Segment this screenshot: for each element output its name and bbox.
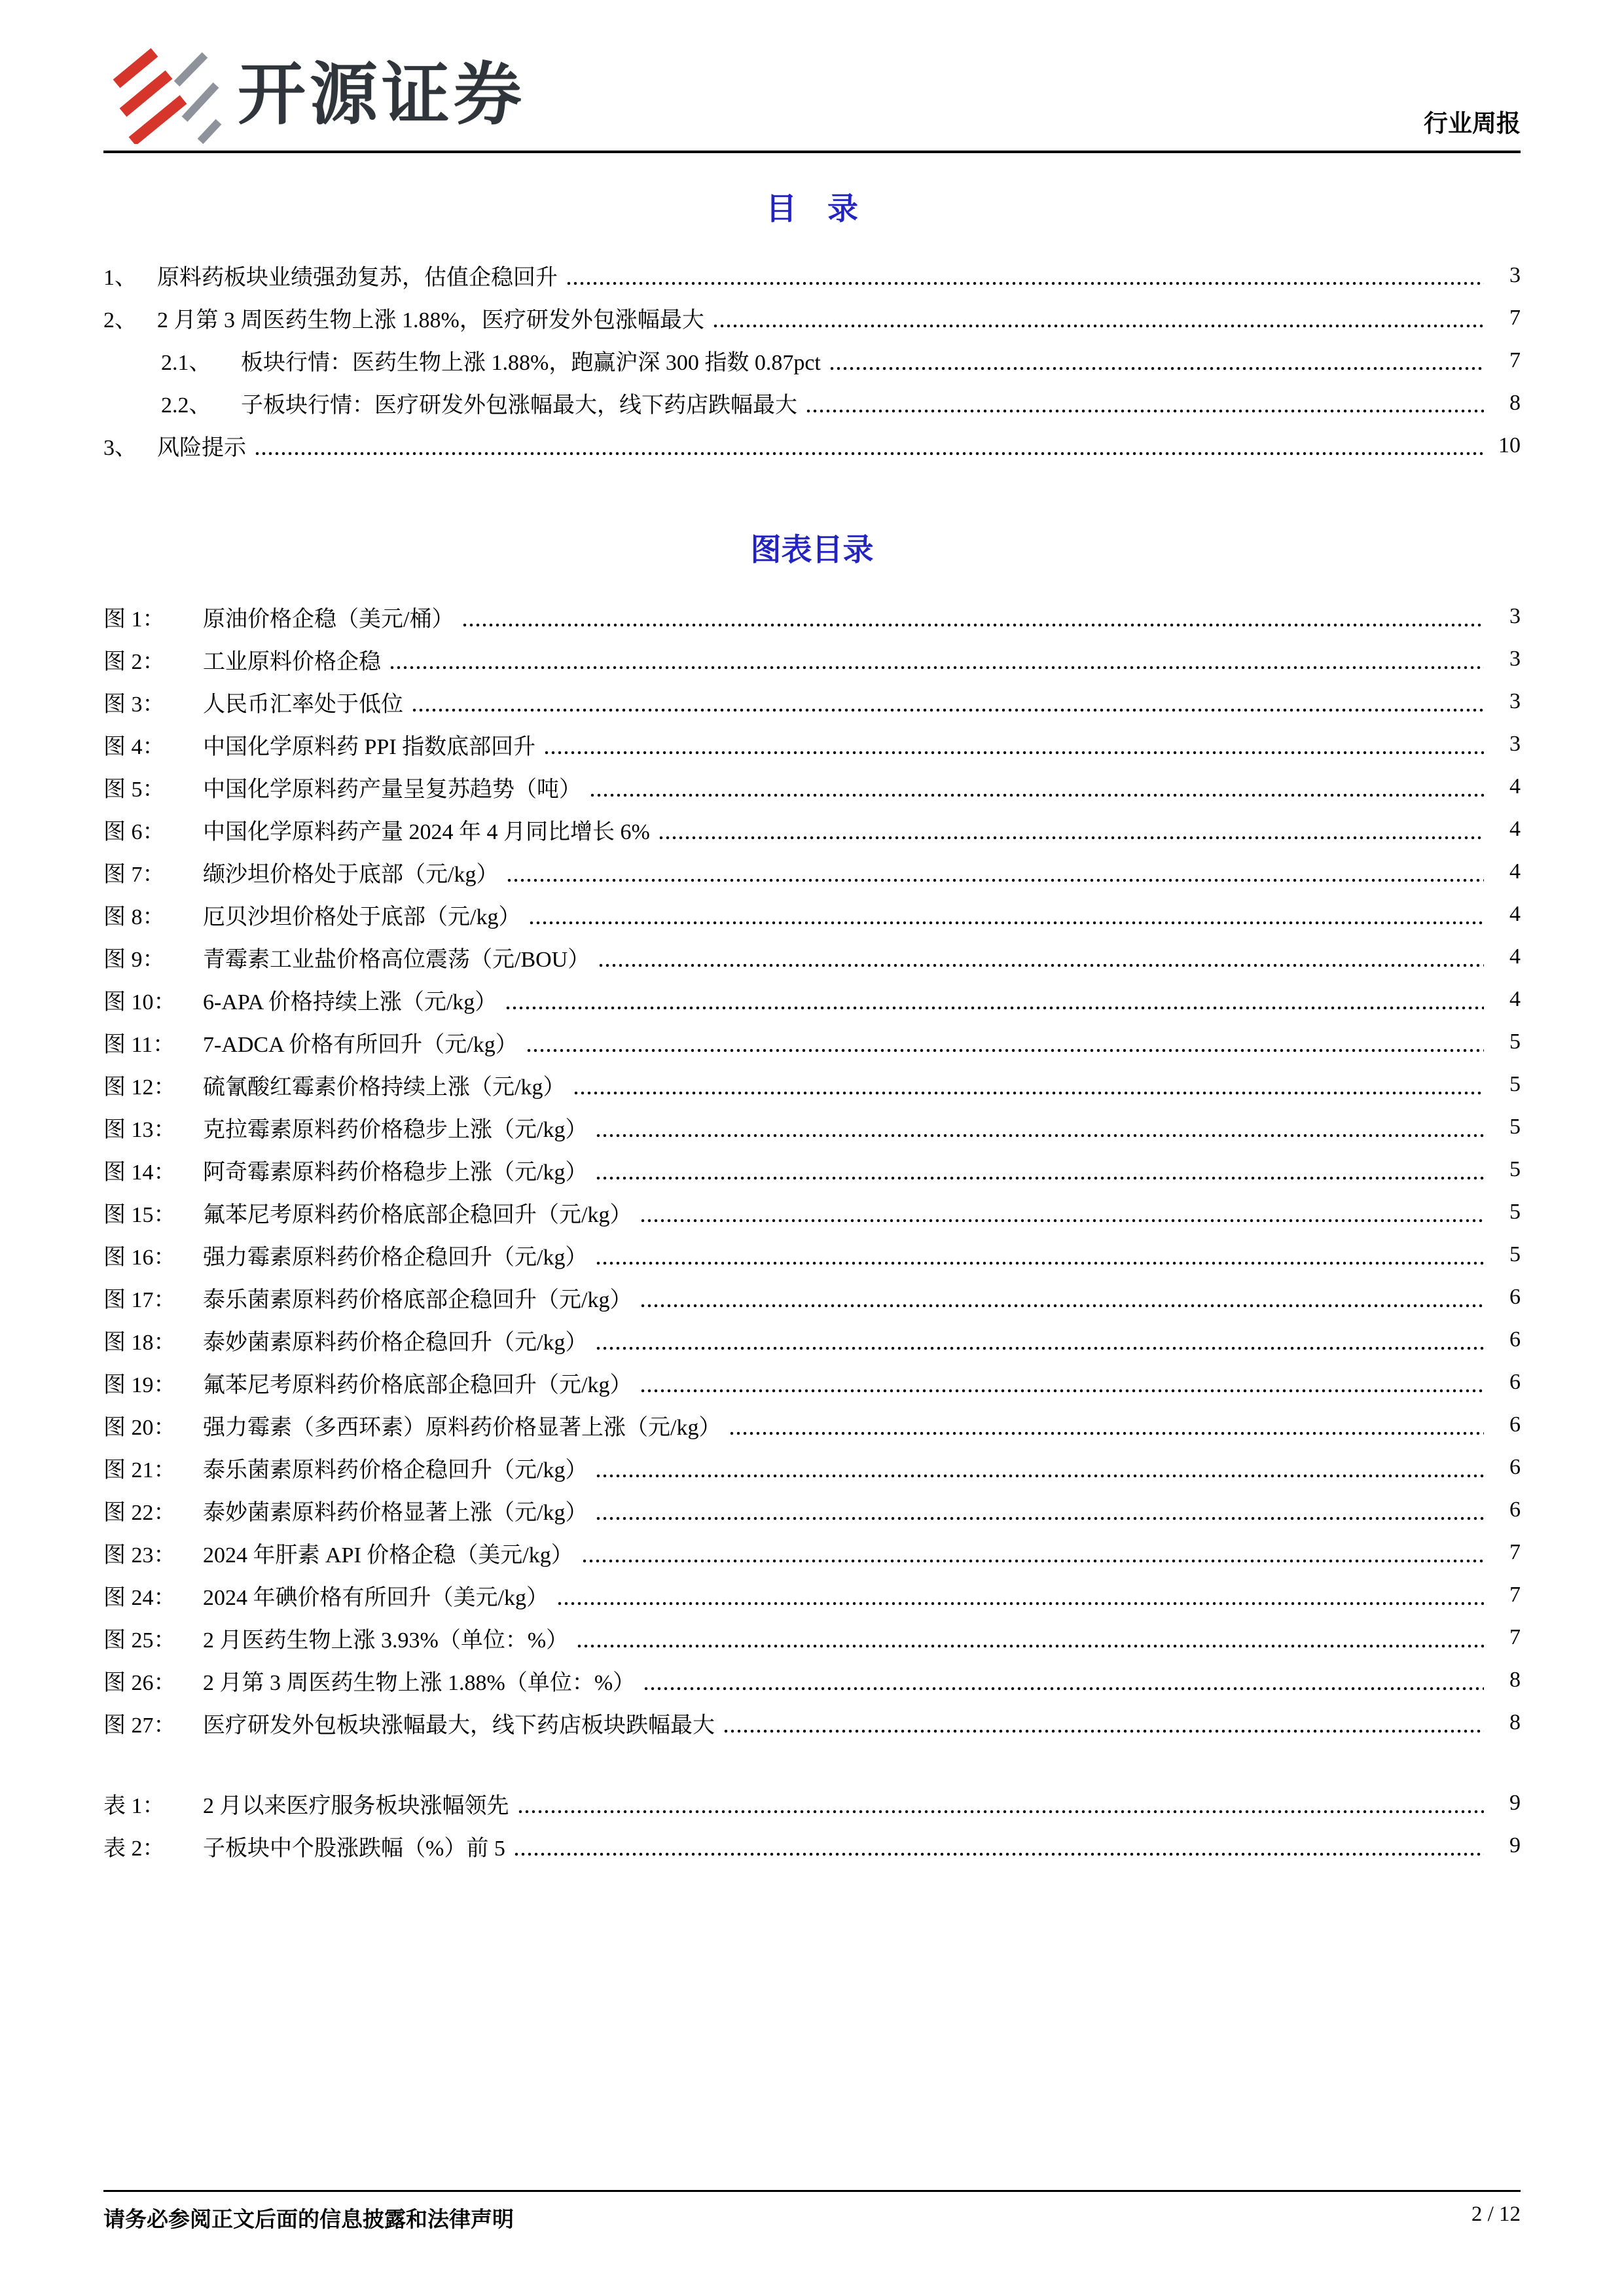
table-list bbox=[103, 1782, 1521, 1867]
toc-entry[interactable] bbox=[103, 1064, 1521, 1106]
toc-entry-page: 4 bbox=[1509, 859, 1521, 884]
toc-entry-number: 图 1： bbox=[103, 607, 165, 632]
toc-entry-title: 原料药板块业绩强劲复苏，估值企稳回升 bbox=[157, 266, 558, 291]
toc-entry-title: 缬沙坦价格处于底部（元/kg） bbox=[203, 862, 499, 887]
toc-entry-number: 图 20： bbox=[103, 1415, 176, 1440]
toc-entry-number: 图 17： bbox=[103, 1287, 176, 1312]
toc-entry-number: 图 18： bbox=[103, 1330, 176, 1355]
dot-leader bbox=[411, 708, 1484, 712]
toc-entry[interactable] bbox=[103, 766, 1521, 808]
toc-entry-page: 4 bbox=[1509, 987, 1521, 1012]
toc-entry[interactable] bbox=[103, 1446, 1521, 1489]
toc-entry-page: 4 bbox=[1509, 902, 1521, 927]
brand-logo-icon bbox=[103, 46, 225, 144]
dot-leader bbox=[723, 1729, 1484, 1733]
toc-entry-number: 图 10： bbox=[103, 990, 176, 1014]
toc-entry-page: 8 bbox=[1509, 1668, 1521, 1693]
toc-entry-number: 图 3： bbox=[103, 692, 165, 717]
toc-entry-title: 医疗研发外包板块涨幅最大，线下药店板块跌幅最大 bbox=[203, 1713, 715, 1738]
dot-leader bbox=[595, 1134, 1484, 1138]
toc-entry[interactable] bbox=[103, 681, 1521, 723]
toc-entry[interactable] bbox=[103, 1782, 1521, 1825]
toc-entry[interactable] bbox=[103, 851, 1521, 893]
dot-leader bbox=[556, 1602, 1484, 1605]
toc-entry[interactable] bbox=[103, 1404, 1521, 1446]
toc-entry[interactable] bbox=[103, 296, 1521, 339]
toc-entry-number: 图 21： bbox=[103, 1458, 176, 1482]
dot-leader bbox=[712, 324, 1484, 328]
toc-entry-title: 6-APA 价格持续上涨（元/kg） bbox=[203, 990, 497, 1014]
toc-entry-title: 原油价格企稳（美元/桶） bbox=[203, 607, 454, 632]
toc-entry-page: 5 bbox=[1509, 1072, 1521, 1097]
toc-entry-number: 图 15： bbox=[103, 1202, 176, 1227]
toc-entry[interactable] bbox=[103, 638, 1521, 681]
toc-entry-number: 图 11： bbox=[103, 1032, 175, 1057]
dot-leader bbox=[461, 623, 1484, 627]
toc-entry[interactable] bbox=[103, 936, 1521, 978]
toc-entry-title: 泰乐菌素原料药价格企稳回升（元/kg） bbox=[203, 1458, 588, 1482]
toc-entry[interactable] bbox=[103, 1702, 1521, 1744]
toc-entry-title: 2 月以来医疗服务板块涨幅领先 bbox=[203, 1793, 509, 1818]
toc-entry-number: 图 8： bbox=[103, 905, 165, 929]
toc-entry[interactable] bbox=[103, 382, 1521, 424]
brand-logo bbox=[103, 46, 526, 144]
dot-leader bbox=[589, 793, 1484, 797]
toc-entry[interactable] bbox=[103, 1617, 1521, 1659]
toc-entry[interactable] bbox=[103, 596, 1521, 638]
toc-entry-title: 厄贝沙坦价格处于底部（元/kg） bbox=[203, 905, 521, 929]
toc-entry[interactable] bbox=[103, 1191, 1521, 1234]
toc-entry-title: 2 月第 3 周医药生物上涨 1.88%，医疗研发外包涨幅最大 bbox=[157, 308, 704, 333]
dot-leader bbox=[658, 836, 1484, 840]
toc-entry-number: 图 24： bbox=[103, 1585, 176, 1610]
toc-heading: 目 录 bbox=[766, 192, 858, 226]
toc-entry-number: 2.2、 bbox=[161, 393, 211, 418]
toc-entry-title: 风险提示 bbox=[157, 436, 246, 461]
toc-entry[interactable] bbox=[103, 893, 1521, 936]
toc-entry-number: 图 4： bbox=[103, 734, 165, 759]
toc-entry-page: 9 bbox=[1509, 1833, 1521, 1858]
toc-entry[interactable] bbox=[103, 723, 1521, 766]
toc-entry[interactable] bbox=[103, 1149, 1521, 1191]
toc-entry-page: 5 bbox=[1509, 1115, 1521, 1139]
toc-entry[interactable] bbox=[103, 1021, 1521, 1064]
figure-list bbox=[103, 596, 1521, 1744]
toc-entry[interactable] bbox=[103, 339, 1521, 382]
toc-entry-number: 图 5： bbox=[103, 777, 165, 802]
toc-entry-page: 8 bbox=[1509, 1710, 1521, 1735]
toc-entry-number: 图 6： bbox=[103, 819, 165, 844]
dot-leader bbox=[566, 281, 1484, 285]
toc-entry-title: 泰妙菌素原料药价格企稳回升（元/kg） bbox=[203, 1330, 588, 1355]
dot-leader bbox=[506, 878, 1484, 882]
toc-entry-title: 2 月医药生物上涨 3.93%（单位：%） bbox=[203, 1628, 569, 1653]
toc-entry-title: 强力霉素原料药价格企稳回升（元/kg） bbox=[203, 1245, 588, 1270]
dot-leader bbox=[598, 963, 1484, 967]
toc-entry-number: 2、 bbox=[103, 308, 137, 333]
toc-entry-number: 图 23： bbox=[103, 1543, 176, 1568]
toc-entry-number: 图 2： bbox=[103, 649, 165, 674]
toc-entry-number: 图 12： bbox=[103, 1075, 176, 1100]
toc-entry-title: 氟苯尼考原料药价格底部企稳回升（元/kg） bbox=[203, 1372, 632, 1397]
dot-leader bbox=[805, 409, 1484, 413]
toc-entry[interactable] bbox=[103, 808, 1521, 851]
toc-entry-page: 9 bbox=[1509, 1791, 1521, 1816]
toc-entry-page: 3 bbox=[1509, 604, 1521, 629]
toc-entry[interactable] bbox=[103, 1659, 1521, 1702]
toc-entry[interactable] bbox=[103, 978, 1521, 1021]
dot-leader bbox=[581, 1559, 1484, 1563]
toc-entry-title: 人民币汇率处于低位 bbox=[203, 692, 403, 717]
dot-leader bbox=[729, 1431, 1484, 1435]
toc-entry-title: 泰妙菌素原料药价格显著上涨（元/kg） bbox=[203, 1500, 588, 1525]
dot-leader bbox=[573, 1091, 1484, 1095]
toc-entry-title: 氟苯尼考原料药价格底部企稳回升（元/kg） bbox=[203, 1202, 632, 1227]
dot-leader bbox=[643, 1687, 1484, 1691]
toc-entry-page: 3 bbox=[1509, 732, 1521, 757]
toc-entry-number: 1、 bbox=[103, 266, 137, 291]
toc-entry-title: 子板块中个股涨跌幅（%）前 5 bbox=[203, 1836, 505, 1861]
toc-entry-number: 图 25： bbox=[103, 1628, 176, 1653]
dot-leader bbox=[595, 1176, 1484, 1180]
dot-leader bbox=[254, 452, 1484, 456]
dot-leader bbox=[595, 1474, 1484, 1478]
toc-entry-page: 6 bbox=[1509, 1285, 1521, 1310]
toc-entry[interactable] bbox=[103, 1574, 1521, 1617]
dot-leader bbox=[543, 751, 1484, 755]
toc-entry-page: 7 bbox=[1509, 1540, 1521, 1565]
figures-heading: 图表目录 bbox=[750, 533, 874, 568]
page-footer bbox=[103, 2190, 1521, 2233]
dot-leader bbox=[595, 1261, 1484, 1265]
toc-entry-page: 3 bbox=[1509, 647, 1521, 672]
toc-entry-number: 图 13： bbox=[103, 1117, 176, 1142]
toc-entry-title: 克拉霉素原料药价格稳步上涨（元/kg） bbox=[203, 1117, 588, 1142]
toc-entry[interactable] bbox=[103, 1319, 1521, 1361]
toc-entry[interactable] bbox=[103, 1106, 1521, 1149]
toc-entry-number: 图 9： bbox=[103, 947, 165, 972]
toc-entry-page: 6 bbox=[1509, 1370, 1521, 1395]
toc-entry-page: 8 bbox=[1509, 390, 1521, 415]
toc-entry-page: 7 bbox=[1509, 1583, 1521, 1607]
toc-entry[interactable] bbox=[103, 424, 1521, 467]
toc-entry[interactable] bbox=[103, 1234, 1521, 1276]
toc-entry-number: 图 16： bbox=[103, 1245, 176, 1270]
dot-leader bbox=[513, 1852, 1484, 1856]
report-type-label: 行业周报 bbox=[1424, 111, 1521, 137]
toc-entry-page: 10 bbox=[1498, 433, 1521, 457]
toc-entry-number: 图 26： bbox=[103, 1670, 176, 1695]
toc-entry-page: 5 bbox=[1509, 1030, 1521, 1054]
dot-leader bbox=[640, 1219, 1484, 1223]
toc-entry-page: 6 bbox=[1509, 1412, 1521, 1437]
toc-entry-page: 4 bbox=[1509, 817, 1521, 842]
footer-disclaimer: 请务必参阅正文后面的信息披露和法律声明 bbox=[103, 2208, 514, 2232]
dot-leader bbox=[640, 1389, 1484, 1393]
toc-entry-number: 图 19： bbox=[103, 1372, 176, 1397]
toc-entry-page: 6 bbox=[1509, 1498, 1521, 1522]
dot-leader bbox=[389, 666, 1484, 670]
toc-entry[interactable] bbox=[103, 1361, 1521, 1404]
dot-leader bbox=[526, 1049, 1484, 1052]
brand-name: 开源证券 bbox=[238, 57, 526, 133]
toc-entry-title: 板块行情：医药生物上涨 1.88%，跑赢沪深 300 指数 0.87pct bbox=[241, 351, 821, 376]
toc-entry-page: 6 bbox=[1509, 1327, 1521, 1352]
toc-entry-page: 5 bbox=[1509, 1242, 1521, 1267]
toc-entry-title: 中国化学原料药产量 2024 年 4 月同比增长 6% bbox=[203, 819, 650, 844]
toc-entry-page: 5 bbox=[1509, 1200, 1521, 1225]
toc-entry-page: 7 bbox=[1509, 348, 1521, 372]
toc-entry-title: 强力霉素（多西环素）原料药价格显著上涨（元/kg） bbox=[203, 1415, 721, 1440]
page-header bbox=[103, 0, 1521, 153]
toc-entry-page: 4 bbox=[1509, 944, 1521, 969]
dot-leader bbox=[640, 1304, 1484, 1308]
toc-entry[interactable] bbox=[103, 1489, 1521, 1532]
dot-leader bbox=[829, 367, 1484, 370]
dot-leader bbox=[595, 1346, 1484, 1350]
toc-entry-number: 2.1、 bbox=[161, 351, 211, 376]
toc-entry-number: 表 1： bbox=[103, 1793, 165, 1818]
dot-leader bbox=[595, 1516, 1484, 1520]
toc-entry-page: 7 bbox=[1509, 305, 1521, 330]
toc-entry-page: 5 bbox=[1509, 1157, 1521, 1182]
toc-entry-title: 2024 年碘价格有所回升（美元/kg） bbox=[203, 1585, 549, 1610]
toc-entry-title: 中国化学原料药产量呈复苏趋势（吨） bbox=[203, 777, 581, 802]
toc-entry-number: 图 22： bbox=[103, 1500, 176, 1525]
toc-entry[interactable] bbox=[103, 254, 1521, 296]
toc-entry-page: 6 bbox=[1509, 1455, 1521, 1480]
toc-entry-title: 工业原料价格企稳 bbox=[203, 649, 381, 674]
toc-entry-number: 3、 bbox=[103, 436, 137, 461]
toc-entry[interactable] bbox=[103, 1532, 1521, 1574]
toc-entry-title: 7-ADCA 价格有所回升（元/kg） bbox=[203, 1032, 518, 1057]
toc-entry-title: 阿奇霉素原料药价格稳步上涨（元/kg） bbox=[203, 1160, 588, 1185]
toc-entry-title: 2 月第 3 周医药生物上涨 1.88%（单位：%） bbox=[203, 1670, 636, 1695]
toc-entry-title: 2024 年肝素 API 价格企稳（美元/kg） bbox=[203, 1543, 573, 1568]
toc-list bbox=[103, 254, 1521, 467]
toc-entry[interactable] bbox=[103, 1825, 1521, 1867]
toc-entry-page: 3 bbox=[1509, 689, 1521, 714]
toc-entry-number: 表 2： bbox=[103, 1836, 165, 1861]
toc-entry-title: 硫氰酸红霉素价格持续上涨（元/kg） bbox=[203, 1075, 566, 1100]
dot-leader bbox=[517, 1810, 1485, 1814]
toc-entry-title: 中国化学原料药 PPI 指数底部回升 bbox=[203, 734, 536, 759]
dot-leader bbox=[505, 1006, 1484, 1010]
toc-entry-number: 图 27： bbox=[103, 1713, 176, 1738]
dot-leader bbox=[528, 921, 1484, 925]
toc-entry-title: 泰乐菌素原料药价格底部企稳回升（元/kg） bbox=[203, 1287, 632, 1312]
toc-entry-number: 图 7： bbox=[103, 862, 165, 887]
dot-leader bbox=[576, 1644, 1484, 1648]
toc-entry-title: 青霉素工业盐价格高位震荡（元/BOU） bbox=[203, 947, 590, 972]
toc-entry-page: 4 bbox=[1509, 774, 1521, 799]
toc-entry-number: 图 14： bbox=[103, 1160, 176, 1185]
toc-entry-page: 3 bbox=[1509, 262, 1521, 287]
footer-page-number: 2 / 12 bbox=[1471, 2202, 1521, 2226]
toc-entry[interactable] bbox=[103, 1276, 1521, 1319]
toc-entry-title: 子板块行情：医疗研发外包涨幅最大，线下药店跌幅最大 bbox=[241, 393, 797, 418]
toc-entry-page: 7 bbox=[1509, 1625, 1521, 1650]
